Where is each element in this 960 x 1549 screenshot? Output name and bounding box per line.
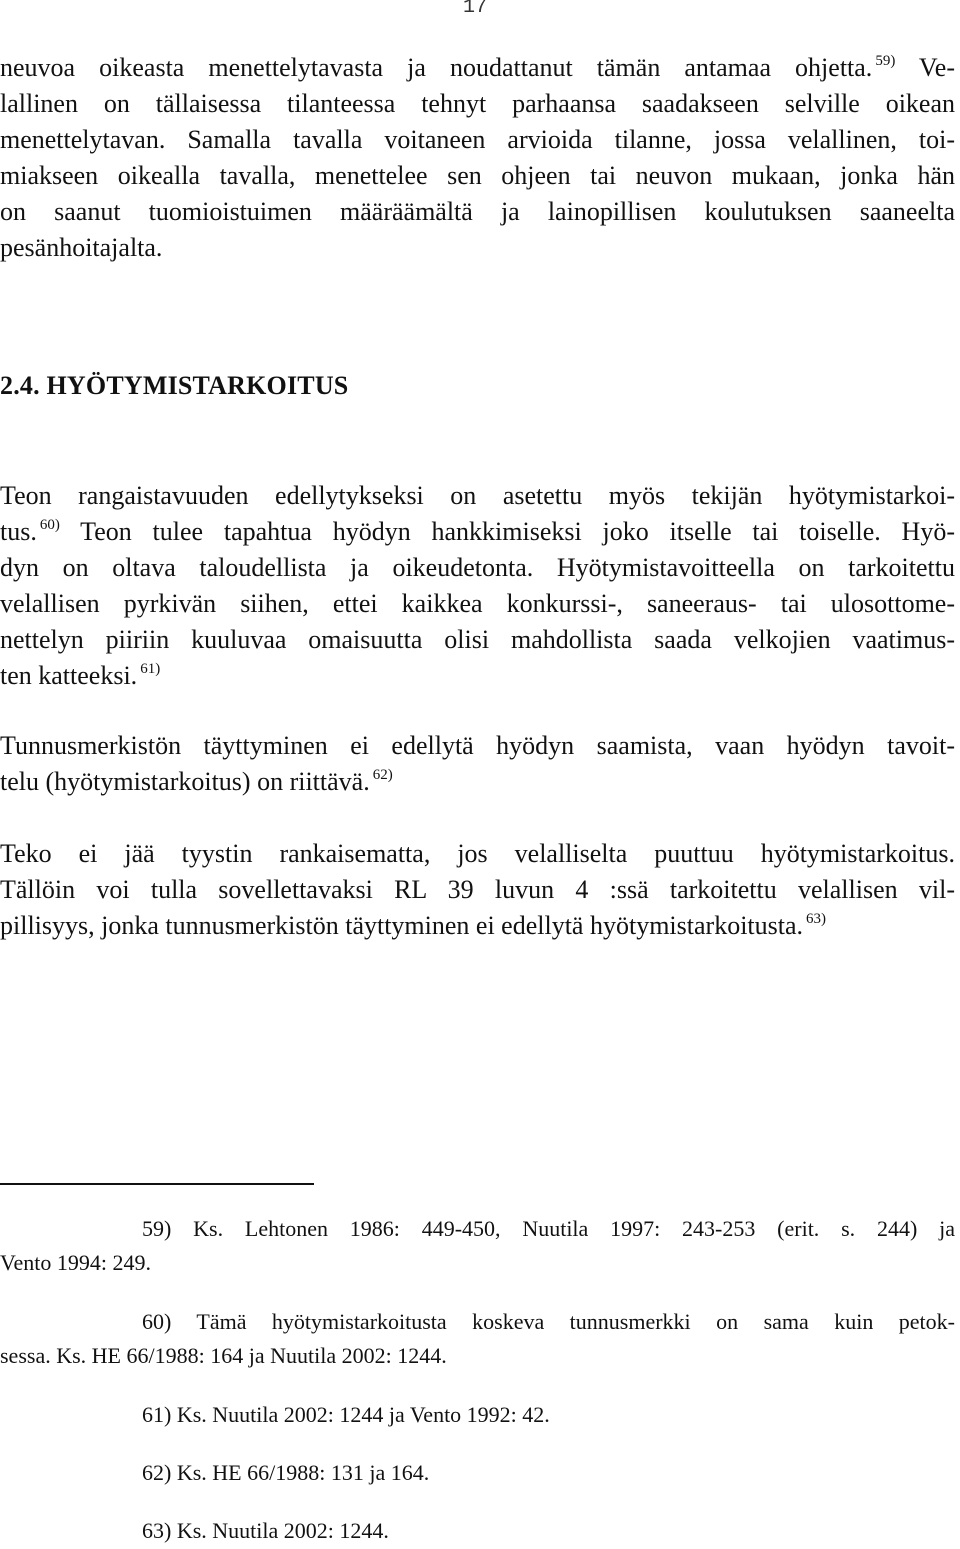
footnote-59 bbox=[0, 1212, 955, 1280]
text-line: Teon rangaistavuuden edellytykseksi on asetettu myös tekijän hyötymistarkoi- bbox=[0, 481, 955, 510]
text-line: ten katteeksi. $^{61)}$ bbox=[0, 661, 161, 690]
page-number: 17 bbox=[463, 0, 488, 19]
footnote-separator bbox=[0, 1183, 314, 1185]
footnote-ref-62[interactable]: 62) bbox=[372, 767, 393, 784]
text-line: miakseen oikealla tavalla, menettelee sen ohjeen tai neuvon mukaan, jonka hän bbox=[0, 161, 955, 190]
footnote-line: 60) Tämä hyötymistarkoitusta koskeva tunnusmerkki on sama kuin petok- bbox=[142, 1309, 955, 1334]
paragraph-3 bbox=[0, 728, 955, 800]
footnote-line: Vento 1994: 249. bbox=[0, 1250, 151, 1275]
text-line: nettelyn piiriin kuuluvaa omaisuutta olisi mahdollista saada velkojien vaatimus- bbox=[0, 625, 955, 654]
footnote-line: 59) Ks. Lehtonen 1986: 449-450, Nuutila 1997: 243-253 (erit. s. 244) ja bbox=[142, 1216, 955, 1241]
footnote-ref-60[interactable]: 60) bbox=[39, 517, 60, 534]
footnote-ref-59[interactable]: 59) bbox=[875, 53, 896, 70]
footnote-63 bbox=[0, 1514, 955, 1548]
text-line: pesänhoitajalta. bbox=[0, 233, 163, 262]
section-heading: 2.4. HYÖTYMISTARKOITUS bbox=[0, 371, 349, 400]
footnote-ref-61[interactable]: 61) bbox=[140, 661, 161, 678]
text-line: dyn on oltava taloudellista ja oikeudetonta. Hyötymistavoitteella on tarkoitettu bbox=[0, 553, 955, 582]
text-line: pillisyys, jonka tunnusmerkistön täyttyminen ei edellytä hyötymistarkoitusta. $^{63)}$ bbox=[0, 911, 827, 940]
text-line: on saanut tuomioistuimen määräämältä ja lainopillisen koulutuksen saaneelta bbox=[0, 197, 955, 226]
text-line: Tällöin voi tulla sovellettavaksi RL 39 luvun 4 :ssä tarkoitettu velallisen vil- bbox=[0, 875, 955, 904]
text-line: menettelytavan. Samalla tavalla voitaneen arvioida tilanne, jossa velallinen, toi- bbox=[0, 125, 955, 154]
footnote-61 bbox=[0, 1398, 955, 1432]
text-line: tus. $^{60)}$ Teon tulee tapahtua hyödyn hankkimiseksi joko itselle tai toiselle. Hyö- bbox=[0, 517, 955, 546]
text-line: telu (hyötymistarkoitus) on riittävä. $^{62)}$ bbox=[0, 767, 393, 796]
footnote-line: 61) Ks. Nuutila 2002: 1244 ja Vento 1992: 42. bbox=[142, 1402, 550, 1427]
footnote-ref-63[interactable]: 63) bbox=[806, 911, 827, 928]
footnote-62 bbox=[0, 1456, 955, 1490]
footnote-line: sessa. Ks. HE 66/1988: 164 ja Nuutila 2002: 1244. bbox=[0, 1343, 447, 1368]
paragraph-1 bbox=[0, 50, 955, 266]
paragraph-2 bbox=[0, 478, 955, 694]
text-line: Teko ei jää tyystin rankaisematta, jos velalliselta puuttuu hyötymistarkoitus. bbox=[0, 839, 955, 868]
footnote-line: 63) Ks. Nuutila 2002: 1244. bbox=[142, 1518, 389, 1543]
footnote-line: 62) Ks. HE 66/1988: 131 ja 164. bbox=[142, 1460, 430, 1485]
text-line: neuvoa oikeasta menettelytavasta ja noudattanut tämän antamaa ohjetta. $^{59)}$ Ve- bbox=[0, 53, 955, 82]
text-line: lallinen on tällaisessa tilanteessa tehnyt parhaansa saadakseen selville oikean bbox=[0, 89, 955, 118]
footnote-60 bbox=[0, 1305, 955, 1373]
paragraph-4 bbox=[0, 836, 955, 944]
text-line: Tunnusmerkistön täyttyminen ei edellytä hyödyn saamista, vaan hyödyn tavoit- bbox=[0, 731, 955, 760]
text-line: velallisen pyrkivän siihen, ettei kaikkea konkurssi-, saneeraus- tai ulosottome- bbox=[0, 589, 955, 618]
